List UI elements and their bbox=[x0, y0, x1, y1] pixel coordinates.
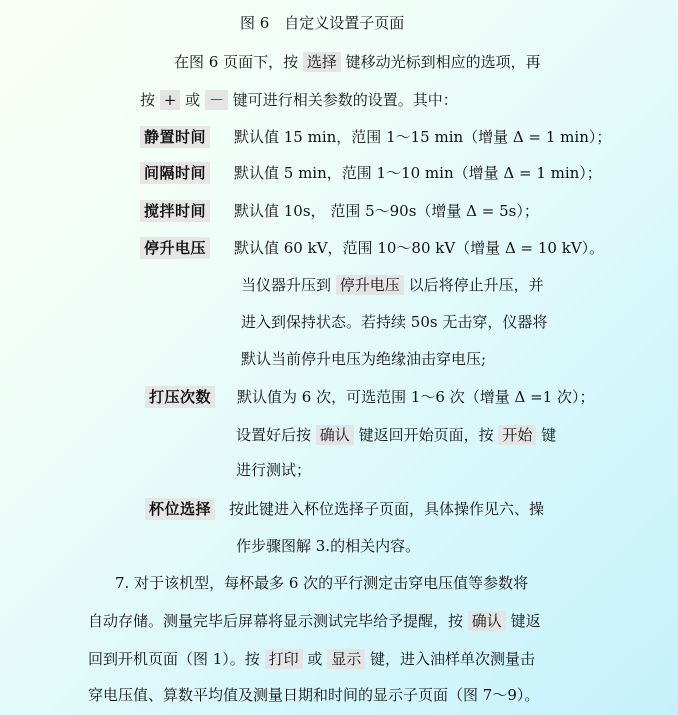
intro-text: 在图 6 页面下，按 bbox=[174, 53, 299, 71]
param-row-cup-select bbox=[145, 494, 545, 524]
note-text: 设置好后按 bbox=[236, 426, 312, 444]
start-key: 开始 bbox=[498, 425, 536, 445]
param-term: 停升电压 bbox=[140, 237, 210, 259]
param-desc: 默认值 5 min，范围 1～10 min（增量 Δ = 1 min）； bbox=[234, 164, 602, 182]
item7-text: 回到开机页面（图 1）。按 bbox=[88, 650, 260, 668]
intro-line-2 bbox=[140, 85, 458, 115]
param-desc: 默认值 10s， 范围 5～90s（增量 Δ = 5s）； bbox=[234, 202, 539, 220]
press-count-line-3: 进行测试； bbox=[236, 461, 312, 479]
confirm-key: 确认 bbox=[468, 611, 506, 631]
note-text: 键 bbox=[541, 426, 557, 444]
param-row-stir-time bbox=[140, 196, 539, 226]
item7-text: 或 bbox=[307, 650, 323, 668]
stop-voltage-note-1 bbox=[241, 270, 544, 300]
note-text: 当仪器升压到 bbox=[241, 276, 332, 294]
param-desc: 默认值 15 min，范围 1～15 min（增量 Δ = 1 min）； bbox=[234, 128, 612, 146]
param-term: 静置时间 bbox=[140, 126, 210, 148]
param-row-stop-voltage bbox=[140, 233, 605, 263]
item7-line-3 bbox=[88, 644, 535, 674]
plus-key: + bbox=[160, 90, 181, 110]
param-term: 搅拌时间 bbox=[140, 200, 210, 222]
item7-text: 自动存储。测量完毕后屏幕将显示测试完毕给予提醒，按 bbox=[88, 612, 464, 630]
param-term: 打压次数 bbox=[145, 386, 215, 408]
param-row-press-count bbox=[145, 382, 595, 412]
intro-text: 或 bbox=[185, 91, 201, 109]
minus-key: － bbox=[205, 90, 228, 110]
item7-line-4: 穿电压值、算数平均值及测量日期和时间的显示子页面（图 7～9）。 bbox=[88, 686, 540, 704]
stop-voltage-key: 停升电压 bbox=[336, 275, 404, 295]
item7-text: 键返 bbox=[510, 612, 541, 630]
intro-line-1 bbox=[174, 47, 541, 77]
intro-text: 键移动光标到相应的选项，再 bbox=[345, 53, 541, 71]
display-key: 显示 bbox=[327, 649, 365, 669]
param-term: 杯位选择 bbox=[145, 498, 215, 520]
press-count-line-2 bbox=[236, 420, 556, 450]
stop-voltage-note-2: 进入到保持状态。若持续 50s 无击穿，仪器将 bbox=[241, 313, 548, 331]
select-key: 选择 bbox=[303, 52, 341, 72]
param-row-standing-time bbox=[140, 122, 612, 152]
cup-select-line-2: 作步骤图解 3.的相关内容。 bbox=[236, 537, 421, 555]
print-key: 打印 bbox=[265, 649, 303, 669]
param-desc: 默认值为 6 次，可选范围 1～6 次（增量 Δ =1 次）； bbox=[237, 388, 595, 406]
intro-text: 键可进行相关参数的设置。其中： bbox=[232, 91, 458, 109]
item7-line-2 bbox=[88, 606, 541, 636]
param-term: 间隔时间 bbox=[140, 162, 210, 184]
item7-text: 键，进入油样单次测量击 bbox=[370, 650, 536, 668]
param-desc: 按此键进入杯位选择子页面，具体操作见六、操 bbox=[229, 500, 545, 518]
param-row-interval-time bbox=[140, 158, 602, 188]
item7-line-1: 7. 对于该机型，每杯最多 6 次的平行测定击穿电压值等参数将 bbox=[115, 574, 529, 592]
figure-caption: 图 6 自定义设置子页面 bbox=[240, 14, 405, 32]
stop-voltage-note-3: 默认当前停升电压为绝缘油击穿电压; bbox=[241, 350, 487, 368]
confirm-key: 确认 bbox=[316, 425, 354, 445]
param-desc: 默认值 60 kV，范围 10～80 kV（增量 Δ = 10 kV）。 bbox=[234, 239, 605, 257]
intro-text: 按 bbox=[140, 91, 156, 109]
note-text: 键返回开始页面，按 bbox=[358, 426, 494, 444]
note-text: 以后将停止升压，并 bbox=[408, 276, 544, 294]
